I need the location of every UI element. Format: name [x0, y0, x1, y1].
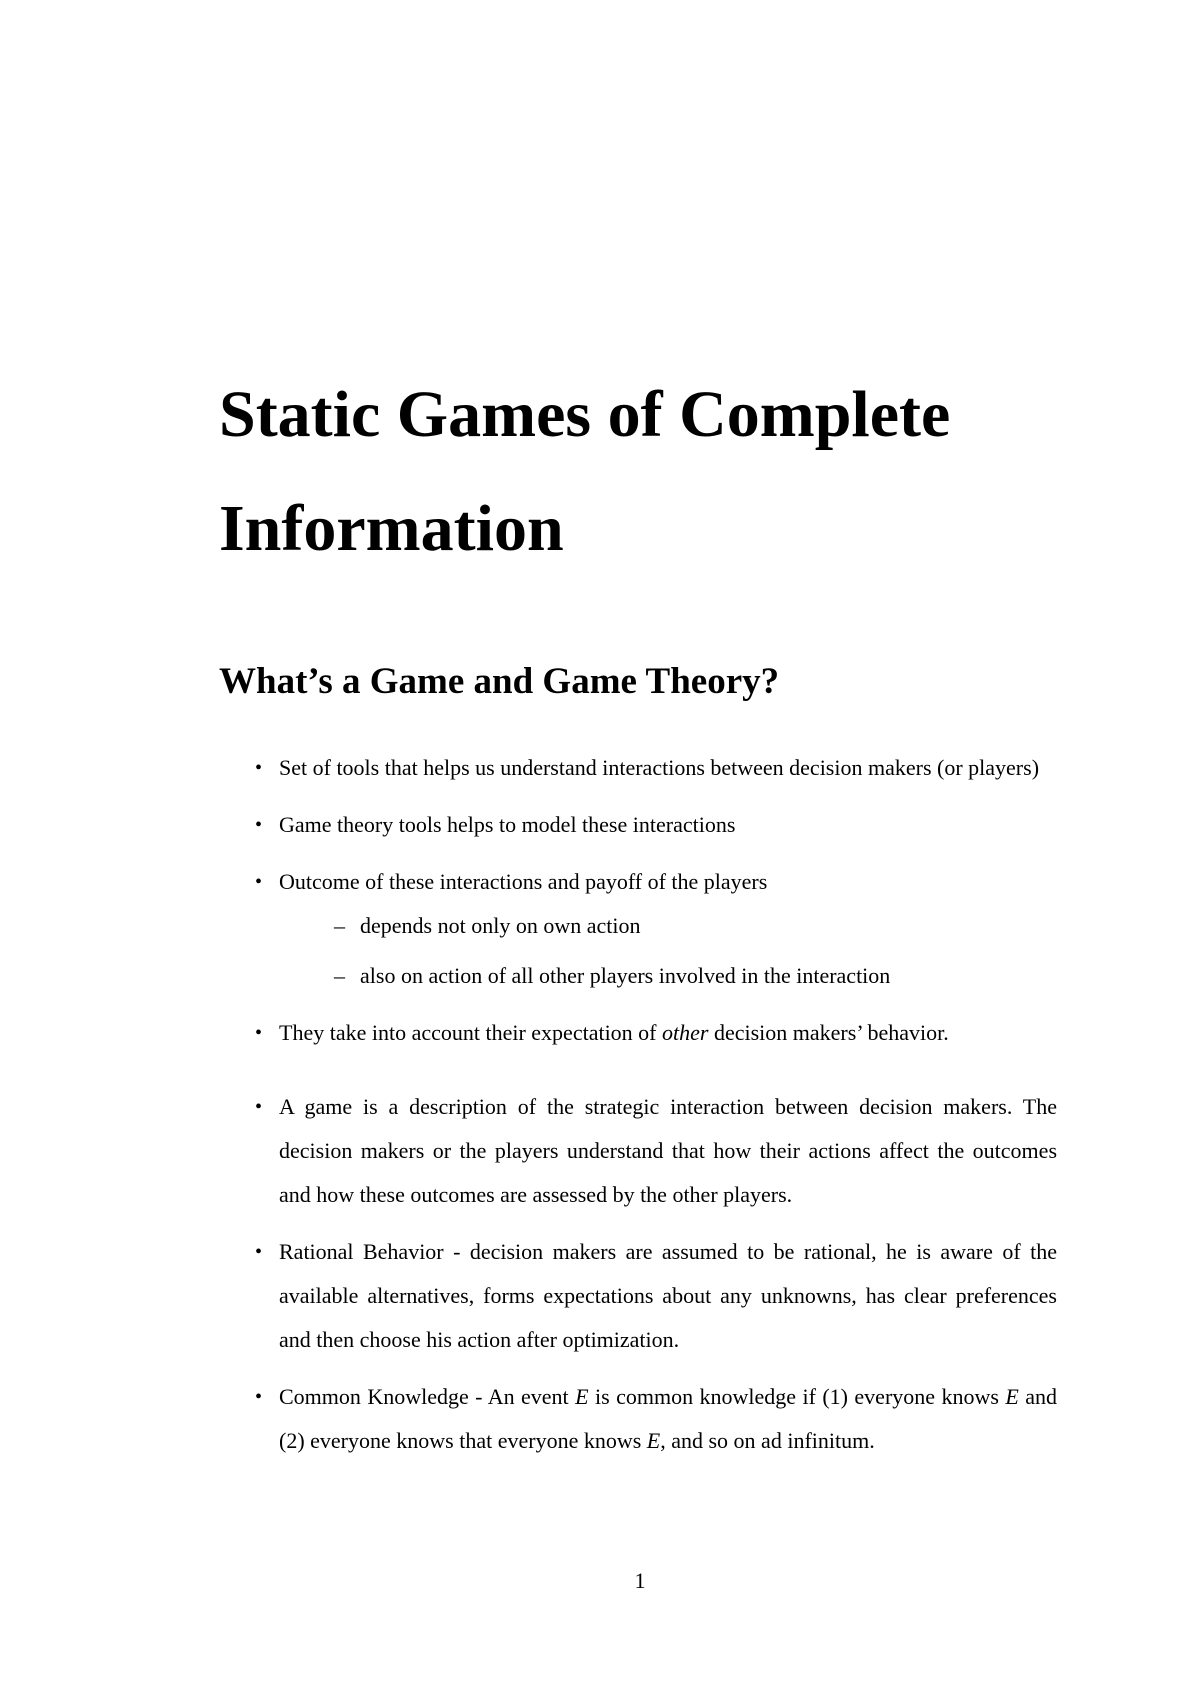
content-body [255, 746, 1057, 1476]
bullet-item-game-definition: • A game is a description of the strategic interaction between decision makers. The decision makers or the players understand that how their actions affect the outcomes and how these outcomes are assessed by the other players. [255, 1085, 1057, 1217]
bullet-item-expectation [255, 1011, 1057, 1055]
text-segment: , and so on ad infinitum. [660, 1428, 875, 1453]
math-variable-e: E [1005, 1384, 1019, 1409]
bullet-item-model: • Game theory tools helps to model these interactions [255, 803, 1057, 847]
page-number: 1 [634, 1568, 646, 1593]
emphasis-other: other [662, 1020, 709, 1045]
math-variable-e: E [575, 1384, 589, 1409]
math-variable-e: E [646, 1428, 661, 1453]
text-segment: Common Knowledge - An event [279, 1384, 576, 1409]
bullet-item-tools: • Set of tools that helps us understand interactions between decision makers (or players) [255, 746, 1057, 790]
bullet-text: Outcome of these interactions and payoff of the players [279, 869, 768, 894]
bullet-item-outcome [255, 860, 1057, 998]
bullet-list [255, 746, 1057, 1463]
bullet-item-rational-behavior: • Rational Behavior - decision makers are assumed to be rational, he is aware of the available alternatives, forms expectations about any unknowns, has clear preferences and then choose his action after optimization. [255, 1230, 1057, 1362]
section-heading: What’s a Game and Game Theory? [219, 661, 780, 702]
sub-bullet-item: – depends not only on own action [334, 904, 1057, 948]
bullet-text-after: decision makers’ behavior. [708, 1020, 949, 1045]
page-title: Static Games of Complete Information [219, 378, 951, 565]
bullet-item-common-knowledge [255, 1375, 1057, 1463]
bullet-text-before: They take into account their expectation of [279, 1020, 663, 1045]
sub-bullet-item: – also on action of all other players involved in the interaction [334, 954, 1057, 998]
text-segment: and (2) everyone knows that everyone knows [279, 1384, 1057, 1453]
text-segment: is common knowledge if (1) everyone knows [588, 1384, 1006, 1409]
sub-bullet-list [334, 904, 1057, 998]
